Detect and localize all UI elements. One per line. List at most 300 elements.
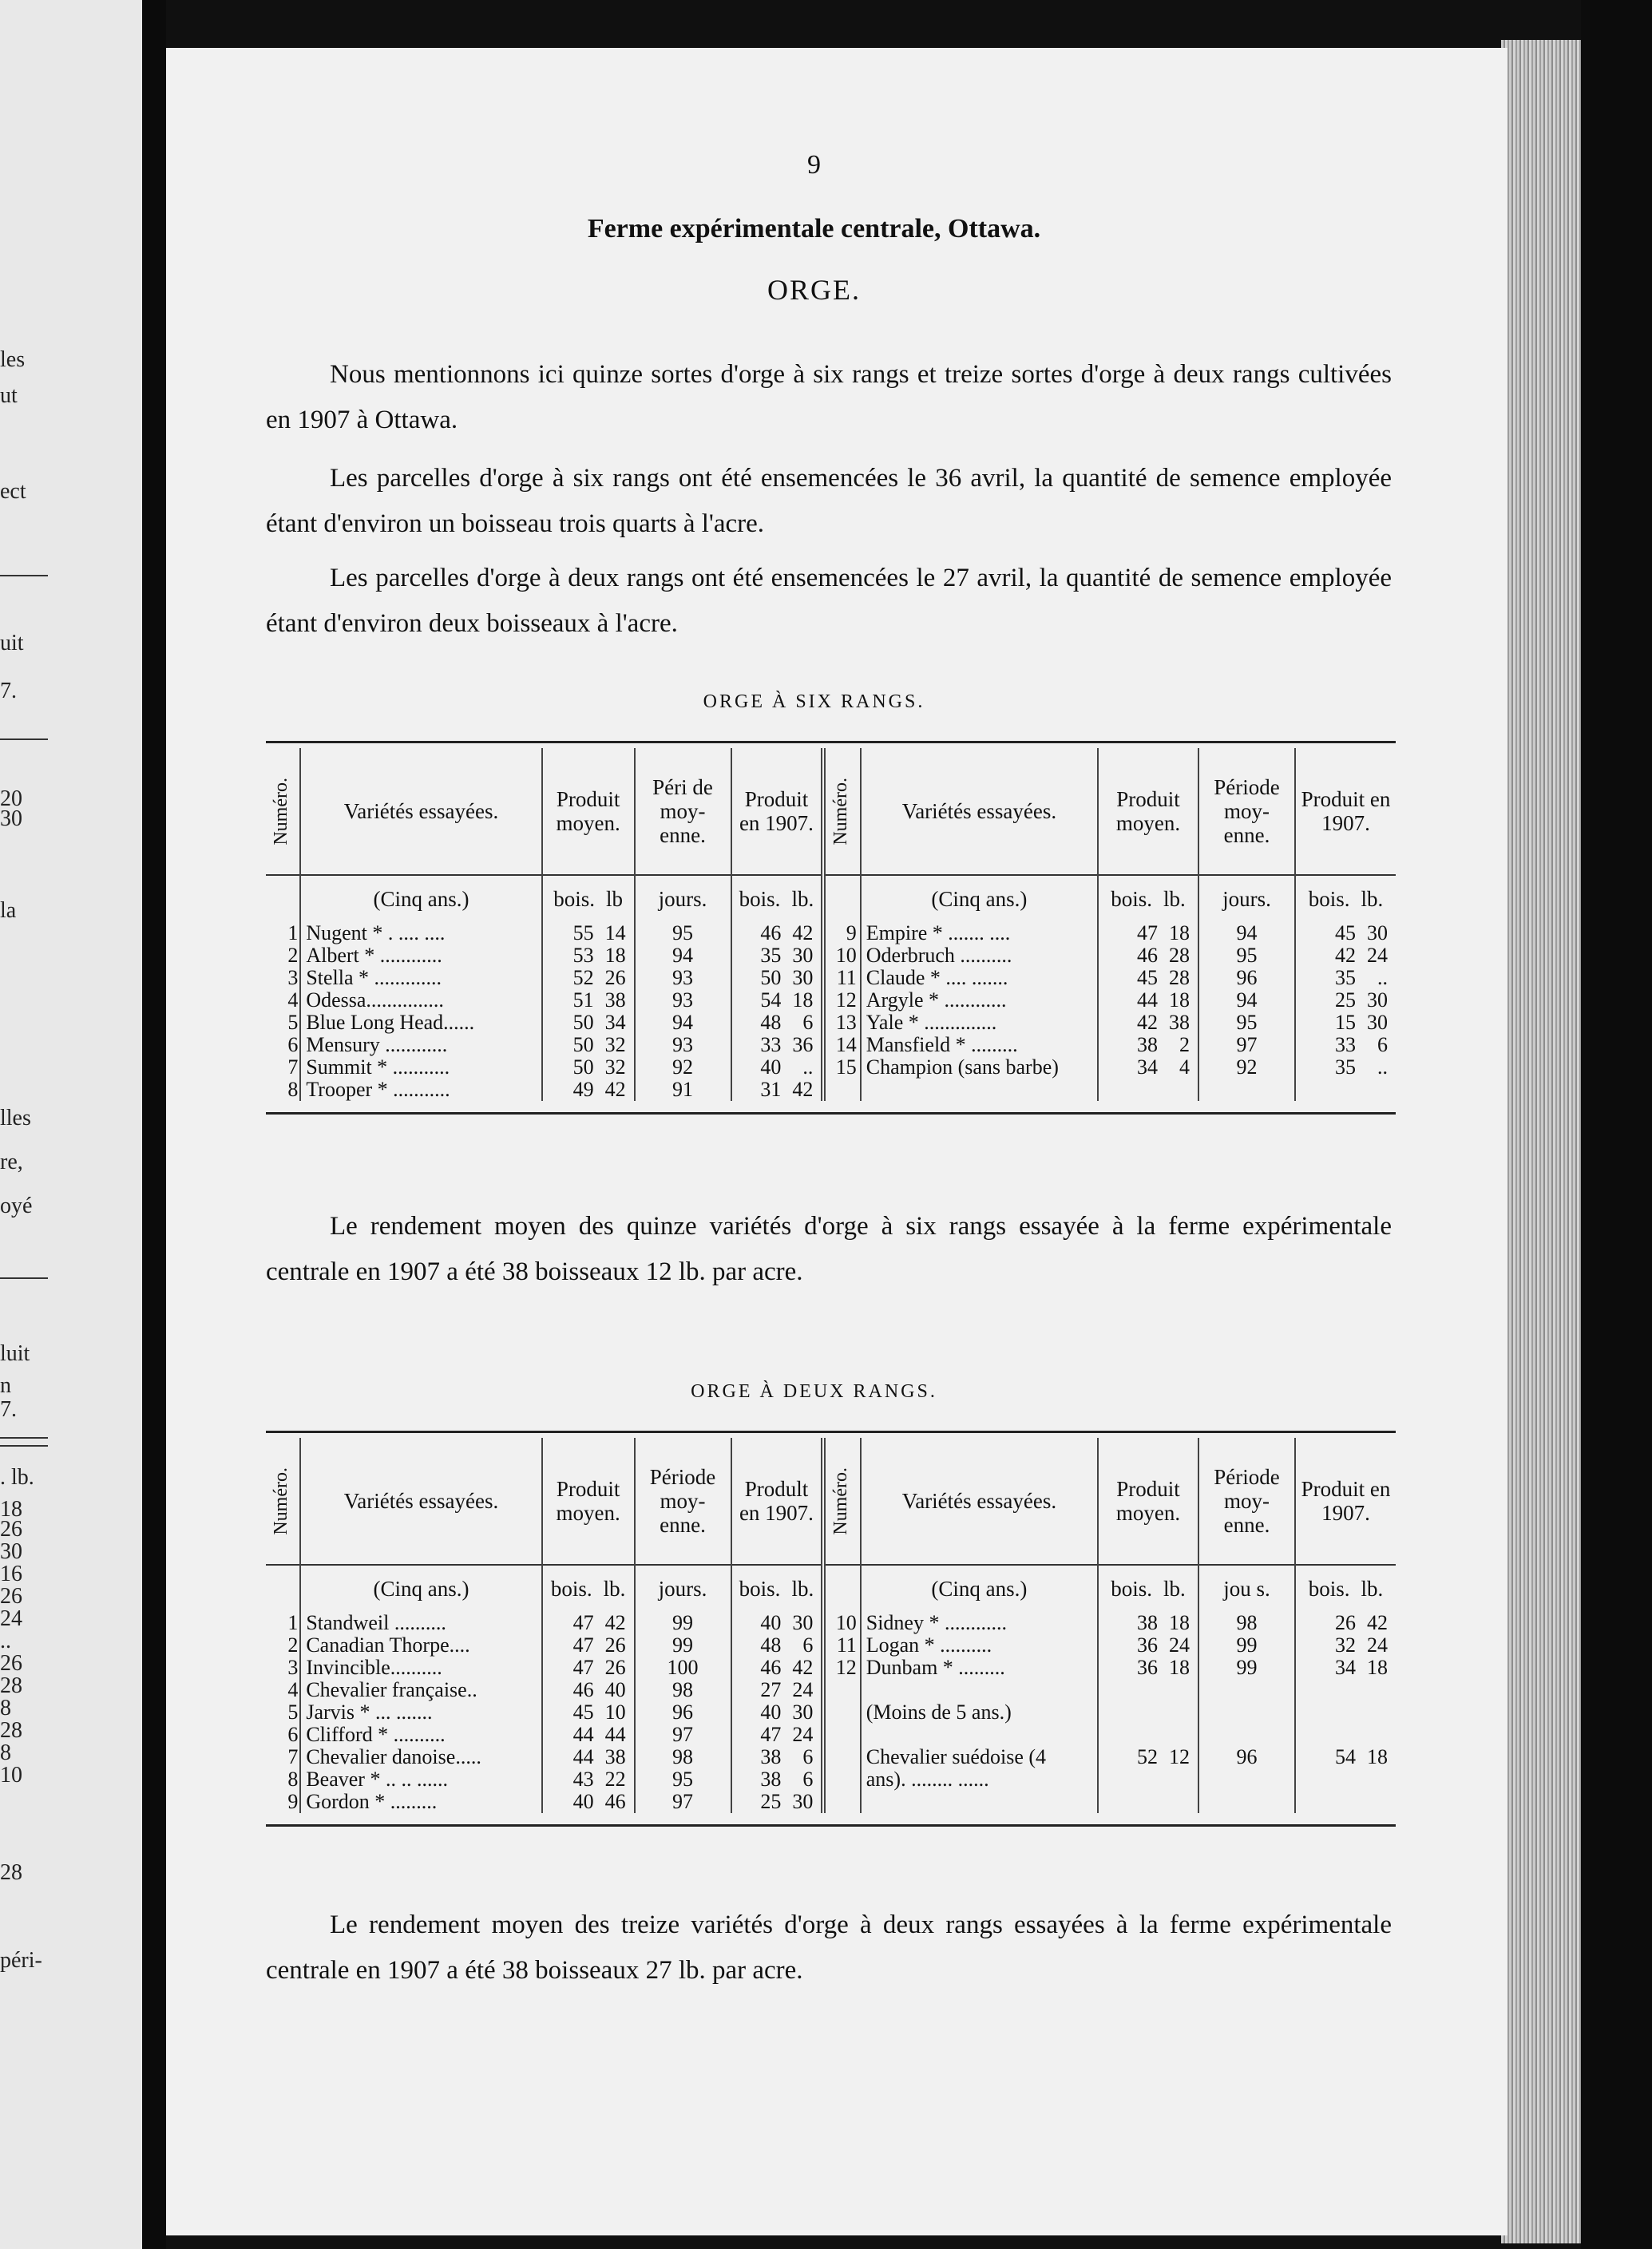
header-periode: Période moy- enne. bbox=[1198, 1438, 1295, 1565]
produit-1907-cell bbox=[731, 1768, 824, 1791]
produit-lb: 34 bbox=[604, 1011, 626, 1034]
produit-1907-lb: 30 bbox=[792, 1611, 814, 1634]
periode-cell: 99 bbox=[635, 1612, 731, 1634]
left-page-fragment: les bbox=[0, 347, 26, 372]
periode-cell: 94 bbox=[635, 1012, 731, 1034]
produit-bois: 55 bbox=[572, 921, 594, 944]
produit-moyen-cell bbox=[1098, 1768, 1198, 1791]
header-numero bbox=[266, 748, 300, 875]
produit-1907-cell bbox=[731, 1746, 824, 1768]
left-page-fragment: 26 bbox=[0, 1517, 22, 1542]
produit-lb: 18 bbox=[604, 944, 626, 967]
left-page-fragment: 26 bbox=[0, 1651, 22, 1676]
produit-lb: 38 bbox=[1169, 1011, 1190, 1034]
scan-background bbox=[1581, 0, 1652, 2249]
periode-cell: 99 bbox=[1198, 1634, 1295, 1657]
periode-cell: 93 bbox=[635, 1034, 731, 1056]
units-bois bbox=[731, 875, 824, 922]
two-row-summary: Le rendement moyen des treize variétés d'orge à deux rangs essayées à la ferme expérimentale centrale en 1907 a été 38 boisseaux 27 lb. par acre. bbox=[266, 1910, 1392, 1985]
variety-name: Logan * .......... bbox=[861, 1634, 1098, 1657]
produit-moyen-cell bbox=[542, 1034, 635, 1056]
unit-lb: lb. bbox=[1163, 1576, 1186, 1601]
produit-lb: 38 bbox=[604, 988, 626, 1012]
book-gutter bbox=[142, 0, 166, 2249]
periode-cell: 97 bbox=[1198, 1034, 1295, 1056]
periode-cell: 99 bbox=[1198, 1657, 1295, 1679]
produit-1907-bois: 40 bbox=[760, 1701, 782, 1724]
produit-moyen-cell bbox=[1098, 989, 1198, 1012]
produit-1907-cell bbox=[1295, 1079, 1396, 1101]
produit-lb: 42 bbox=[604, 1078, 626, 1101]
produit-1907-cell bbox=[731, 967, 824, 989]
units-bois bbox=[1295, 1565, 1396, 1612]
left-page-fragment: n bbox=[0, 1373, 11, 1398]
unit-lb: lb. bbox=[791, 886, 814, 911]
produit-1907-bois: 54 bbox=[760, 988, 782, 1012]
produit-1907-lb: 30 bbox=[792, 1701, 814, 1724]
table-row bbox=[266, 1034, 1396, 1056]
produit-1907-cell bbox=[731, 1012, 824, 1034]
row-number: 10 bbox=[823, 1612, 860, 1634]
produit-1907-cell bbox=[731, 1791, 824, 1813]
produit-1907-cell bbox=[1295, 967, 1396, 989]
produit-bois: 53 bbox=[572, 944, 594, 967]
produit-1907-bois: 35 bbox=[1335, 966, 1356, 989]
produit-moyen-cell bbox=[542, 1679, 635, 1701]
produit-bois: 50 bbox=[572, 1033, 594, 1056]
page-edge-stack bbox=[1501, 40, 1581, 2243]
produit-moyen-cell bbox=[1098, 1791, 1198, 1813]
left-page-fragment: luit bbox=[0, 1341, 30, 1366]
variety-name: Stella * ............. bbox=[300, 967, 541, 989]
variety-name: Claude * .... ....... bbox=[861, 967, 1098, 989]
unit-lb: lb bbox=[605, 886, 623, 911]
produit-1907-bois: 48 bbox=[760, 1633, 782, 1657]
periode-cell: 95 bbox=[1198, 1012, 1295, 1034]
periode-cell: 94 bbox=[635, 944, 731, 967]
row-number bbox=[823, 1746, 860, 1768]
header-produit-1907: Produit en 1907. bbox=[1295, 1438, 1396, 1565]
six-row-table-title: ORGE À SIX RANGS. bbox=[703, 691, 925, 712]
row-number bbox=[823, 1768, 860, 1791]
row-number: 2 bbox=[287, 1633, 299, 1657]
unit-bois: bois. bbox=[1308, 1576, 1350, 1601]
produit-moyen-cell bbox=[1098, 944, 1198, 967]
produit-bois: 44 bbox=[1137, 988, 1159, 1012]
left-page-fragment: .. bbox=[0, 1629, 11, 1653]
produit-1907-lb: 6 bbox=[802, 1768, 814, 1791]
units-empty bbox=[266, 1565, 300, 1612]
produit-1907-bois: 15 bbox=[1335, 1011, 1356, 1034]
table-row bbox=[266, 1679, 1396, 1701]
produit-moyen-cell bbox=[1098, 1034, 1198, 1056]
six-row-summary: Le rendement moyen des quinze variétés d'orge à six rangs essayée à la ferme expérimentale centrale en 1907 a été 38 boisseaux 12 lb. par acre. bbox=[266, 1212, 1392, 1286]
row-number: 7 bbox=[287, 1745, 299, 1768]
left-page-fragment: 8 bbox=[0, 1740, 11, 1765]
produit-1907-cell bbox=[1295, 1724, 1396, 1746]
produit-1907-bois: 46 bbox=[760, 1656, 782, 1679]
produit-1907-bois: 31 bbox=[760, 1078, 782, 1101]
produit-1907-cell bbox=[1295, 1791, 1396, 1813]
periode-cell: 94 bbox=[1198, 989, 1295, 1012]
produit-1907-cell bbox=[1295, 922, 1396, 944]
unit-bois: bois. bbox=[1111, 886, 1153, 911]
periode-cell: 91 bbox=[635, 1079, 731, 1101]
variety-name: Nugent * . .... .... bbox=[300, 922, 541, 944]
produit-moyen-cell bbox=[542, 1724, 635, 1746]
table-row bbox=[266, 1657, 1396, 1679]
row-number: 9 bbox=[823, 922, 860, 944]
produit-bois: 46 bbox=[1137, 944, 1159, 967]
produit-1907-cell bbox=[731, 1657, 824, 1679]
variety-name: Odessa............... bbox=[300, 989, 541, 1012]
page-header-title: Ferme expérimentale centrale, Ottawa. bbox=[587, 214, 1041, 244]
units-empty bbox=[823, 875, 860, 922]
table-row bbox=[266, 1079, 1396, 1101]
row-number: 10 bbox=[823, 944, 860, 967]
produit-lb: 32 bbox=[604, 1055, 626, 1079]
produit-bois: 46 bbox=[572, 1678, 594, 1701]
unit-bois: bois. bbox=[553, 886, 595, 911]
unit-bois: bois. bbox=[739, 886, 781, 911]
produit-lb: 46 bbox=[604, 1790, 626, 1813]
produit-lb: 26 bbox=[604, 966, 626, 989]
units-bois bbox=[542, 875, 635, 922]
document-page bbox=[166, 48, 1507, 2235]
left-page-rule bbox=[0, 738, 48, 740]
header-varietes: Variétés essayées. bbox=[300, 748, 541, 875]
row-number: 1 bbox=[287, 921, 299, 944]
produit-1907-lb: 30 bbox=[1367, 1011, 1388, 1034]
row-number: 1 bbox=[287, 1611, 299, 1634]
produit-1907-cell bbox=[731, 1701, 824, 1724]
variety-name: Jarvis * ... ....... bbox=[300, 1701, 541, 1724]
row-number: 5 bbox=[287, 1701, 299, 1724]
table-row bbox=[266, 989, 1396, 1012]
left-page-rule bbox=[0, 1437, 48, 1439]
produit-lb: 18 bbox=[1169, 921, 1190, 944]
variety-name: Argyle * ............ bbox=[861, 989, 1098, 1012]
header-produit-moyen: Produit moyen. bbox=[542, 748, 635, 875]
row-number: 3 bbox=[287, 966, 299, 989]
numero-vertical-label: Numéro. bbox=[830, 777, 852, 845]
unit-lb: lb. bbox=[791, 1576, 814, 1601]
produit-bois: 50 bbox=[572, 1055, 594, 1079]
produit-lb: 18 bbox=[1169, 1656, 1190, 1679]
variety-name: (Moins de 5 ans.) bbox=[861, 1701, 1098, 1724]
produit-1907-cell bbox=[1295, 1634, 1396, 1657]
produit-moyen-cell bbox=[1098, 1079, 1198, 1101]
produit-lb: 12 bbox=[1169, 1745, 1190, 1768]
produit-1907-lb: 42 bbox=[792, 921, 814, 944]
left-page-fragment: 28 bbox=[0, 1860, 22, 1885]
table-row bbox=[266, 1012, 1396, 1034]
unit-lb: lb. bbox=[1361, 1576, 1384, 1601]
produit-moyen-cell bbox=[542, 1612, 635, 1634]
produit-1907-cell bbox=[731, 1612, 824, 1634]
produit-1907-lb: 42 bbox=[792, 1656, 814, 1679]
table-row bbox=[266, 1634, 1396, 1657]
produit-lb: 26 bbox=[604, 1633, 626, 1657]
left-page-fragment: 8 bbox=[0, 1696, 11, 1720]
produit-bois: 44 bbox=[572, 1723, 594, 1746]
row-number: 6 bbox=[287, 1723, 299, 1746]
row-number: 2 bbox=[287, 944, 299, 967]
left-page-fragment: 30 bbox=[0, 1539, 22, 1564]
periode-cell bbox=[1198, 1724, 1295, 1746]
variety-name bbox=[861, 1679, 1098, 1701]
produit-bois: 52 bbox=[1137, 1745, 1159, 1768]
table-row bbox=[266, 1768, 1396, 1791]
produit-lb: 32 bbox=[604, 1033, 626, 1056]
variety-name bbox=[861, 1724, 1098, 1746]
produit-moyen-cell bbox=[1098, 1701, 1198, 1724]
row-number: 9 bbox=[287, 1790, 299, 1813]
produit-bois: 36 bbox=[1137, 1633, 1159, 1657]
produit-1907-lb: 6 bbox=[1377, 1033, 1388, 1056]
produit-1907-bois: 35 bbox=[1335, 1055, 1356, 1079]
header-produit-moyen: Produit moyen. bbox=[1098, 1438, 1198, 1565]
units-bois bbox=[542, 1565, 635, 1612]
produit-lb: 44 bbox=[604, 1723, 626, 1746]
units-bois bbox=[1098, 875, 1198, 922]
variety-name: Chevalier française.. bbox=[300, 1679, 541, 1701]
produit-1907-bois: 50 bbox=[760, 966, 782, 989]
produit-1907-lb: .. bbox=[1377, 1055, 1388, 1079]
produit-1907-lb: .. bbox=[802, 1055, 814, 1079]
produit-1907-cell bbox=[731, 989, 824, 1012]
produit-moyen-cell bbox=[542, 967, 635, 989]
row-number: 12 bbox=[823, 1657, 860, 1679]
variety-name: ans). ........ ...... bbox=[861, 1768, 1098, 1791]
produit-1907-bois: 40 bbox=[760, 1611, 782, 1634]
left-page-fragment: lles bbox=[0, 1106, 31, 1130]
header-periode: Péri de moy- enne. bbox=[635, 748, 731, 875]
produit-1907-cell bbox=[1295, 989, 1396, 1012]
header-numero bbox=[823, 1438, 860, 1565]
header-produit-1907: Produit en 1907. bbox=[1295, 748, 1396, 875]
produit-bois: 47 bbox=[572, 1633, 594, 1657]
periode-cell bbox=[1198, 1079, 1295, 1101]
units-jours: jou s. bbox=[1198, 1565, 1295, 1612]
produit-moyen-cell bbox=[1098, 1724, 1198, 1746]
units-jours: jours. bbox=[635, 875, 731, 922]
periode-cell: 95 bbox=[635, 1768, 731, 1791]
produit-moyen-cell bbox=[542, 922, 635, 944]
periode-cell bbox=[1198, 1791, 1295, 1813]
periode-cell: 97 bbox=[635, 1724, 731, 1746]
units-label: (Cinq ans.) bbox=[300, 875, 541, 922]
produit-moyen-cell bbox=[542, 1079, 635, 1101]
left-page-fragment: uit bbox=[0, 631, 24, 655]
table-row bbox=[266, 967, 1396, 989]
units-empty bbox=[823, 1565, 860, 1612]
produit-bois: 52 bbox=[572, 966, 594, 989]
produit-1907-lb: 18 bbox=[1367, 1745, 1388, 1768]
variety-name: Beaver * .. .. ...... bbox=[300, 1768, 541, 1791]
table-row bbox=[266, 1791, 1396, 1813]
periode-cell: 93 bbox=[635, 967, 731, 989]
units-bois bbox=[1098, 1565, 1198, 1612]
produit-moyen-cell bbox=[542, 1056, 635, 1079]
header-numero bbox=[266, 1438, 300, 1565]
produit-bois: 42 bbox=[1137, 1011, 1159, 1034]
produit-1907-bois: 35 bbox=[760, 944, 782, 967]
row-number: 8 bbox=[287, 1768, 299, 1791]
produit-moyen-cell bbox=[1098, 1056, 1198, 1079]
units-label: (Cinq ans.) bbox=[300, 1565, 541, 1612]
produit-1907-cell bbox=[1295, 1768, 1396, 1791]
row-number: 12 bbox=[823, 989, 860, 1012]
produit-1907-bois: 42 bbox=[1335, 944, 1356, 967]
produit-1907-bois: 33 bbox=[1335, 1033, 1356, 1056]
produit-1907-bois: 38 bbox=[760, 1745, 782, 1768]
two-row-barley-table bbox=[266, 1431, 1396, 1827]
variety-name: Chevalier suédoise (4 bbox=[861, 1746, 1098, 1768]
produit-lb: 28 bbox=[1169, 944, 1190, 967]
variety-name: Dunbam * ......... bbox=[861, 1657, 1098, 1679]
produit-1907-bois: 26 bbox=[1335, 1611, 1356, 1634]
periode-cell: 96 bbox=[635, 1701, 731, 1724]
produit-1907-lb: 42 bbox=[1367, 1611, 1388, 1634]
produit-bois: 36 bbox=[1137, 1656, 1159, 1679]
left-page-fragment: 7. bbox=[0, 679, 17, 703]
row-number bbox=[823, 1724, 860, 1746]
left-page-fragment: 20 bbox=[0, 786, 22, 811]
numero-vertical-label: Numéro. bbox=[271, 777, 291, 845]
table-row bbox=[266, 1701, 1396, 1724]
produit-1907-lb: 24 bbox=[1367, 1633, 1388, 1657]
produit-moyen-cell bbox=[542, 1746, 635, 1768]
header-varietes: Variétés essayées. bbox=[300, 1438, 541, 1565]
table-row bbox=[266, 944, 1396, 967]
periode-cell: 98 bbox=[635, 1679, 731, 1701]
header-produit-1907: Prodult en 1907. bbox=[731, 1438, 824, 1565]
periode-cell: 96 bbox=[1198, 967, 1295, 989]
left-page-fragment: . lb. bbox=[0, 1465, 34, 1490]
produit-1907-lb: 18 bbox=[792, 988, 814, 1012]
unit-lb: lb. bbox=[1361, 886, 1384, 911]
periode-cell: 99 bbox=[635, 1634, 731, 1657]
produit-1907-lb: 24 bbox=[792, 1678, 814, 1701]
six-row-barley-table bbox=[266, 741, 1396, 1115]
produit-1907-lb: 18 bbox=[1367, 1656, 1388, 1679]
units-empty bbox=[266, 875, 300, 922]
left-page-rule bbox=[0, 575, 48, 576]
produit-1907-cell bbox=[1295, 1612, 1396, 1634]
left-page-fragment: oyé bbox=[0, 1194, 33, 1218]
table-row bbox=[266, 1724, 1396, 1746]
produit-lb: 14 bbox=[604, 921, 626, 944]
produit-1907-bois: 38 bbox=[760, 1768, 782, 1791]
header-periode: Période moy- enne. bbox=[1198, 748, 1295, 875]
unit-bois: bois. bbox=[739, 1576, 781, 1601]
intro-paragraph-2: Les parcelles d'orge à six rangs ont été ensemencées le 36 avril, la quantité de semence employée étant d'environ un boisseau trois quarts à l'acre. bbox=[266, 464, 1392, 538]
unit-lb: lb. bbox=[603, 1576, 626, 1601]
left-page-rule bbox=[0, 1277, 48, 1279]
produit-bois: 38 bbox=[1137, 1033, 1159, 1056]
produit-1907-cell bbox=[1295, 1746, 1396, 1768]
produit-1907-cell bbox=[731, 1079, 824, 1101]
produit-lb: 10 bbox=[604, 1701, 626, 1724]
row-number: 4 bbox=[287, 1678, 299, 1701]
produit-1907-bois: 33 bbox=[760, 1033, 782, 1056]
unit-bois: bois. bbox=[550, 1576, 592, 1601]
left-page-fragment: 24 bbox=[0, 1606, 22, 1631]
produit-1907-lb: 6 bbox=[802, 1011, 814, 1034]
produit-lb: 28 bbox=[1169, 966, 1190, 989]
variety-name: Summit * ........... bbox=[300, 1056, 541, 1079]
variety-name: Empire * ....... .... bbox=[861, 922, 1098, 944]
periode-cell: 97 bbox=[635, 1791, 731, 1813]
left-page-fragment: la bbox=[0, 898, 17, 923]
produit-lb: 24 bbox=[1169, 1633, 1190, 1657]
variety-name: Standweil .......... bbox=[300, 1612, 541, 1634]
produit-bois: 40 bbox=[572, 1790, 594, 1813]
produit-1907-cell bbox=[731, 922, 824, 944]
produit-1907-cell bbox=[731, 1056, 824, 1079]
produit-1907-bois: 40 bbox=[760, 1055, 782, 1079]
row-number bbox=[823, 1679, 860, 1701]
row-number: 11 bbox=[823, 967, 860, 989]
produit-1907-lb: 36 bbox=[792, 1033, 814, 1056]
numero-vertical-label: Numéro. bbox=[271, 1467, 291, 1535]
produit-bois: 47 bbox=[1137, 921, 1159, 944]
units-jours: jours. bbox=[635, 1565, 731, 1612]
row-number: 14 bbox=[823, 1034, 860, 1056]
row-number: 7 bbox=[287, 1055, 299, 1079]
variety-name: Gordon * ......... bbox=[300, 1791, 541, 1813]
periode-cell: 98 bbox=[635, 1746, 731, 1768]
produit-1907-bois: 47 bbox=[760, 1723, 782, 1746]
left-page-fragment: 30 bbox=[0, 806, 22, 831]
header-varietes: Variétés essayées. bbox=[861, 748, 1098, 875]
periode-cell bbox=[1198, 1679, 1295, 1701]
left-page-fragment: ect bbox=[0, 479, 26, 504]
row-number: 15 bbox=[823, 1056, 860, 1079]
produit-lb: 38 bbox=[604, 1745, 626, 1768]
left-page-fragment: 10 bbox=[0, 1763, 22, 1788]
row-number: 5 bbox=[287, 1011, 299, 1034]
produit-1907-bois: 27 bbox=[760, 1678, 782, 1701]
table-row bbox=[266, 1612, 1396, 1634]
produit-1907-bois: 25 bbox=[1335, 988, 1356, 1012]
produit-moyen-cell bbox=[542, 1012, 635, 1034]
page-number: 9 bbox=[807, 150, 821, 180]
produit-1907-lb: 24 bbox=[1367, 944, 1388, 967]
row-number: 6 bbox=[287, 1033, 299, 1056]
produit-bois: 34 bbox=[1137, 1055, 1159, 1079]
produit-1907-cell bbox=[731, 1034, 824, 1056]
produit-1907-lb: 24 bbox=[792, 1723, 814, 1746]
variety-name: Canadian Thorpe.... bbox=[300, 1634, 541, 1657]
produit-moyen-cell bbox=[1098, 1612, 1198, 1634]
produit-1907-lb: 30 bbox=[792, 944, 814, 967]
produit-1907-lb: 42 bbox=[792, 1078, 814, 1101]
produit-1907-cell bbox=[1295, 1056, 1396, 1079]
periode-cell: 92 bbox=[635, 1056, 731, 1079]
units-jours: jours. bbox=[1198, 875, 1295, 922]
produit-moyen-cell bbox=[1098, 1634, 1198, 1657]
produit-1907-lb: 6 bbox=[802, 1745, 814, 1768]
produit-1907-bois: 32 bbox=[1335, 1633, 1356, 1657]
intro-paragraph-3: Les parcelles d'orge à deux rangs ont été ensemencées le 27 avril, la quantité de semence employée étant d'environ deux boisseaux à l'acre. bbox=[266, 564, 1392, 638]
variety-name bbox=[861, 1079, 1098, 1101]
produit-moyen-cell bbox=[542, 1768, 635, 1791]
header-produit-moyen: Produit moyen. bbox=[1098, 748, 1198, 875]
produit-moyen-cell bbox=[542, 944, 635, 967]
units-bois bbox=[1295, 875, 1396, 922]
